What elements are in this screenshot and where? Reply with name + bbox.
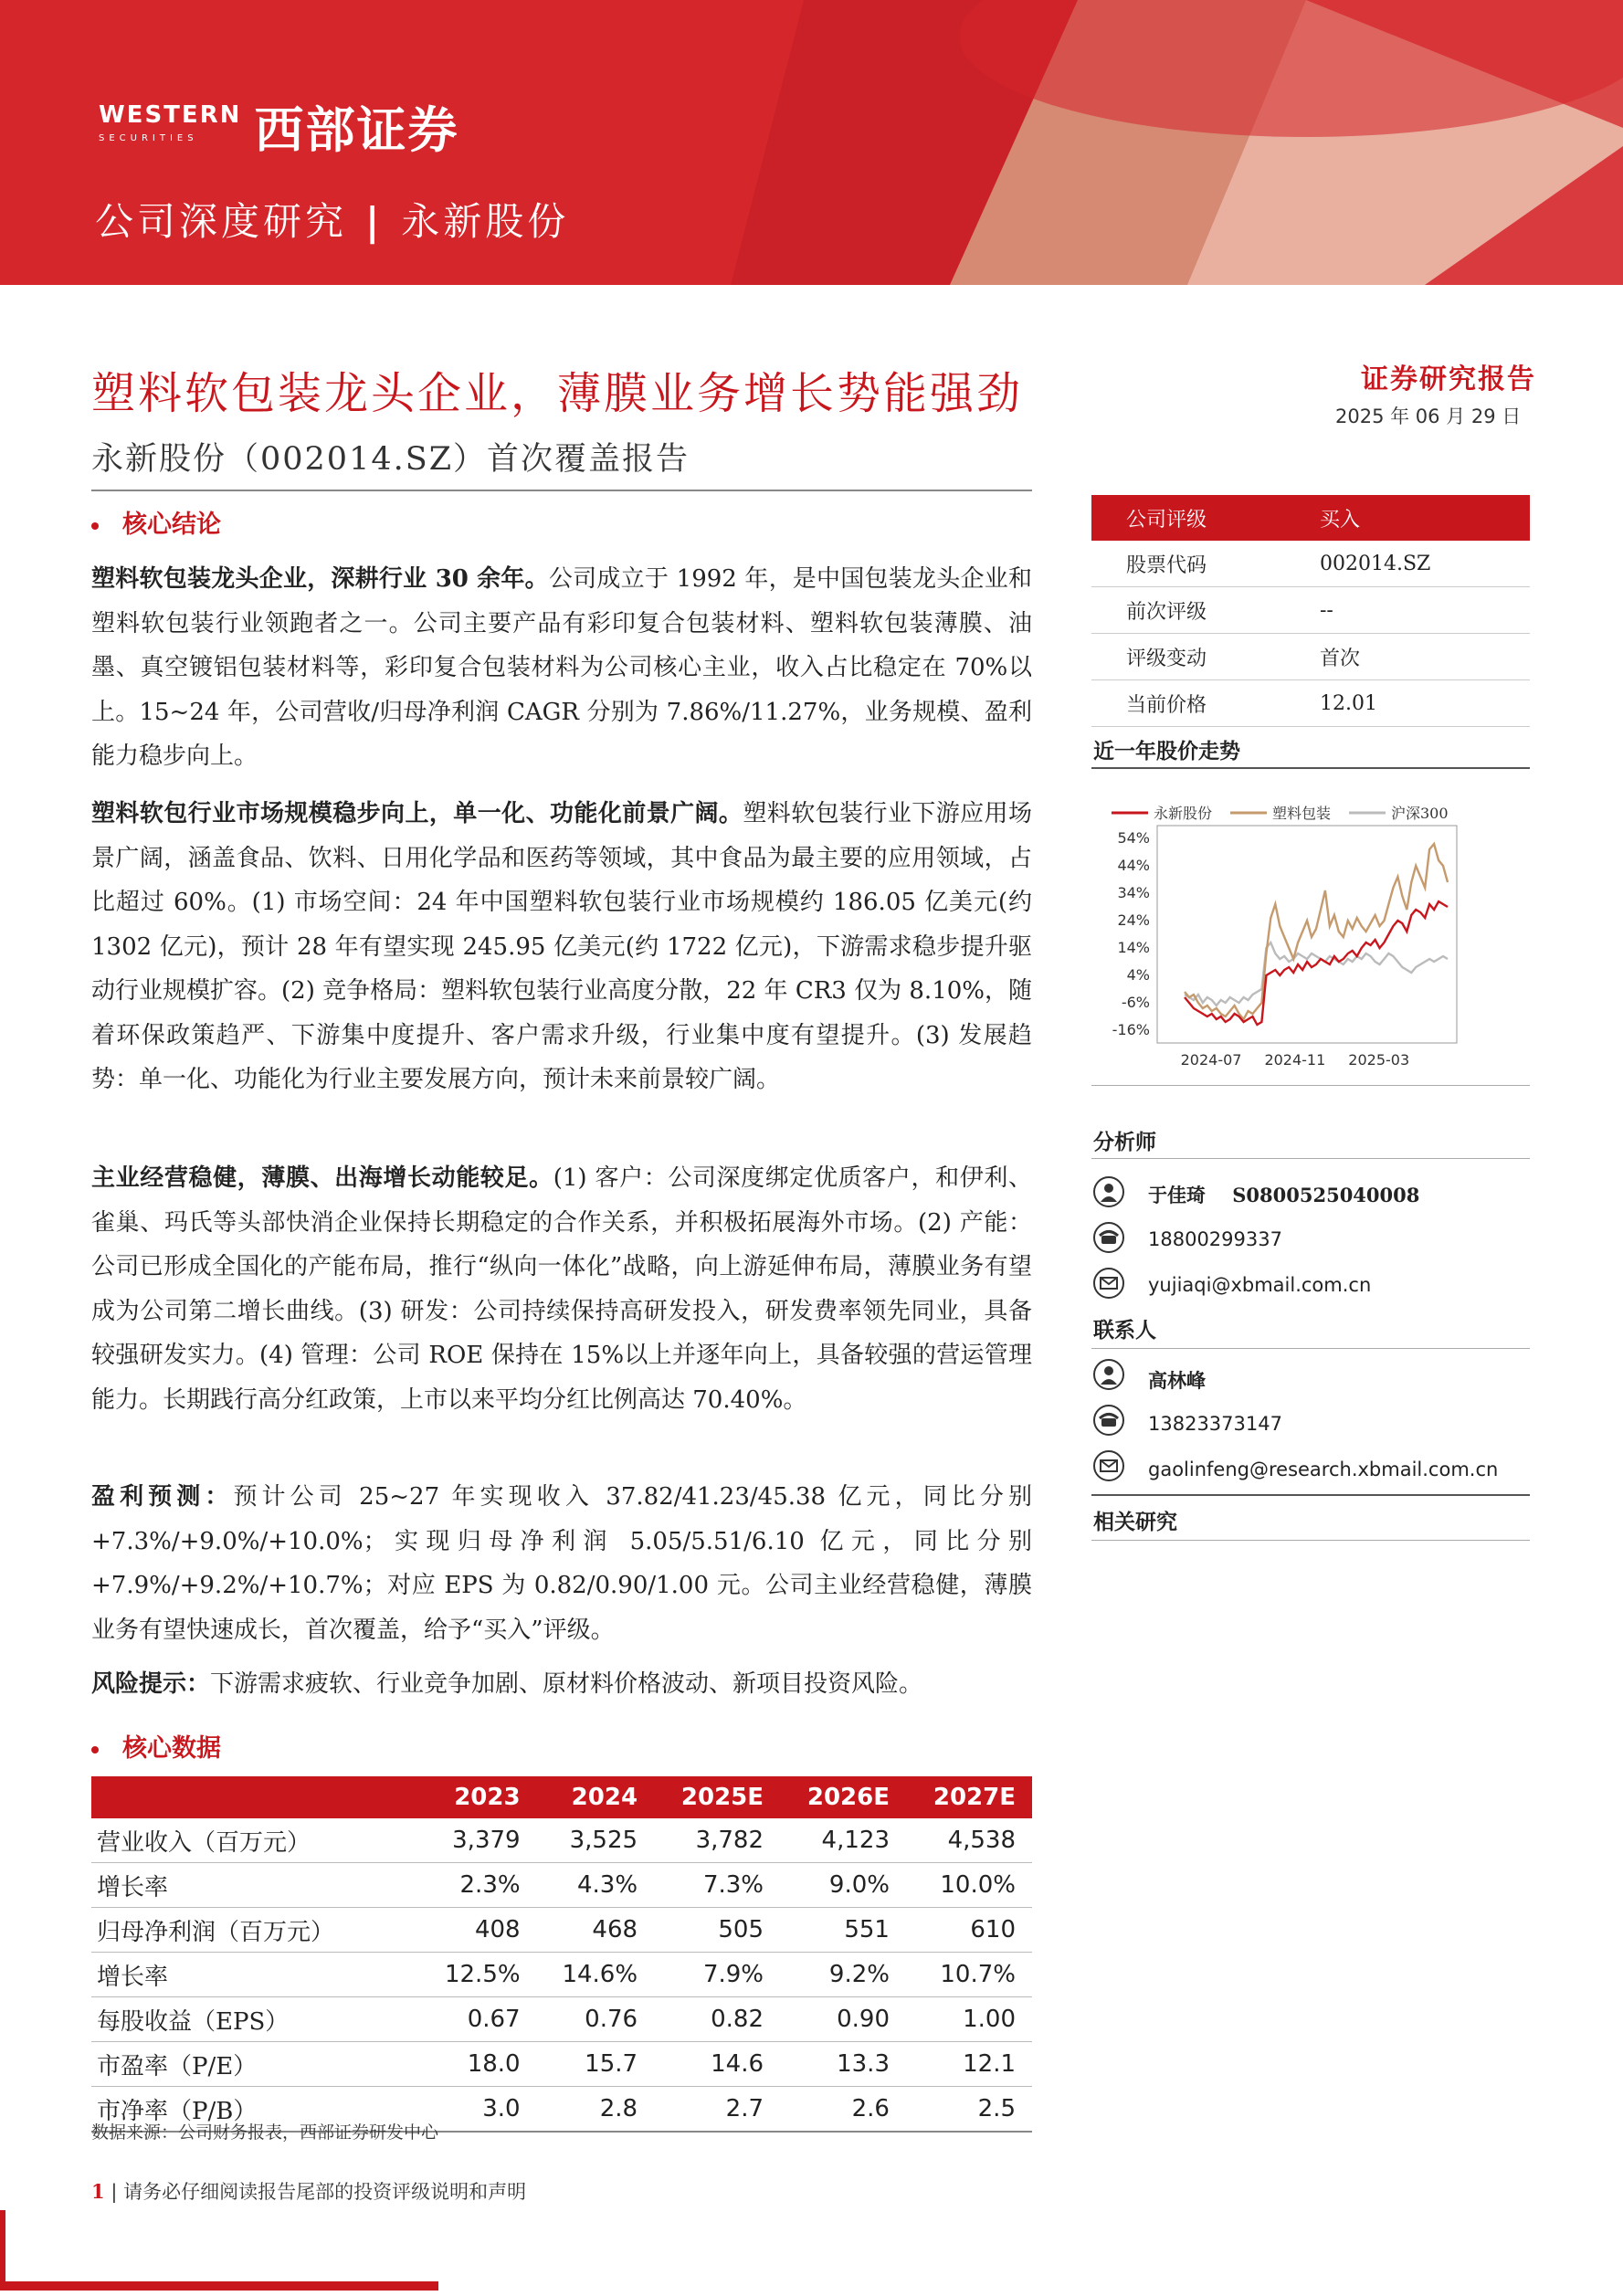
analysts-heading: 分析师: [1093, 1130, 1156, 1154]
table-cell: 4,538: [906, 1818, 1032, 1863]
table-cell: 10.7%: [906, 1953, 1032, 1997]
report-header: [0, 0, 1623, 285]
y-tick-label: -16%: [1112, 1021, 1150, 1038]
table-cell: 3.0: [419, 2087, 536, 2133]
table-cell: 505: [654, 1908, 780, 1953]
table-cell: 3,525: [537, 1818, 654, 1863]
table-cell: 7.9%: [654, 1953, 780, 1997]
email-icon: [1093, 1450, 1124, 1481]
footer-disclaimer: 请务必仔细阅读报告尾部的投资评级说明和声明: [123, 2181, 527, 2203]
header-title: [95, 192, 569, 247]
page-number: 1: [91, 2180, 105, 2203]
stock-chart-rule: [1091, 767, 1530, 769]
table-cell: 12.5%: [419, 1953, 536, 1997]
table-cell: 2.3%: [419, 1863, 536, 1908]
table-cell: 9.0%: [780, 1863, 906, 1908]
table-cell: 15.7: [537, 2042, 654, 2087]
logo-chinese: 西部证券: [254, 101, 459, 159]
row-label: 增长率: [91, 1863, 419, 1908]
bullet-icon: [91, 522, 99, 530]
header-separator: |: [365, 199, 384, 244]
rating-row: 评级变动 首次: [1091, 634, 1530, 680]
contacts-heading: 联系人: [1093, 1318, 1156, 1343]
y-tick-label: 14%: [1117, 939, 1150, 956]
footer-accent-vertical: [0, 2210, 5, 2291]
y-tick-label: 24%: [1117, 911, 1150, 929]
page-title: 塑料软包装龙头企业，薄膜业务增长势能强劲: [91, 368, 1024, 419]
contacts-rule: [1091, 1348, 1530, 1349]
x-tick-label: 2025-03: [1348, 1051, 1410, 1069]
paragraph-1: 塑料软包装龙头企业，深耕行业 30 余年。公司成立于 1992 年，是中国包装龙头企业和塑料软包装行业领跑者之一。公司主要产品有彩印复合包装材料、塑料软包装薄膜、油墨、真空镀铝包装材料等，彩印复合包装材料为公司核心主业，收入占比稳定在 70%以上。15~24 年，公司营收/归母净利润 CAGR 分别为 7.86%/11.27%，业务规模、盈利能力稳步向上。: [91, 565, 1032, 770]
table-cell: 14.6%: [537, 1953, 654, 1997]
table-row: [91, 1863, 1032, 1908]
paragraph-4: 盈利预测：预计公司 25~27 年实现收入 37.82/41.23/45.38 亿元，同比分别 +7.3%/+9.0%/+10.0%；实现归母净利润 5.05/5.51/6.10 亿元，同比分别 +7.9%/+9.2%/+10.7%；对应 EPS 为 0.82/0.90/1.00 元。公司主业经营稳健，薄膜业务有望快速成长，首次覆盖，给予“买入”评级。: [91, 1483, 1032, 1644]
row-label: 归母净利润（百万元）: [91, 1908, 419, 1953]
company-logo: [99, 91, 458, 162]
person-icon: [1093, 1359, 1124, 1390]
footer-accent-bar: [0, 2281, 438, 2291]
table-cell: 9.2%: [780, 1953, 906, 1997]
phone-icon: [1093, 1222, 1124, 1253]
header-company: 永新股份: [401, 199, 570, 244]
logo-english: WESTERN SECURITIES: [99, 100, 242, 143]
table-cell: 12.1: [906, 2042, 1032, 2087]
footer-separator: |: [111, 2181, 118, 2203]
rating-row: 公司评级 买入: [1091, 495, 1530, 541]
y-tick-label: 54%: [1117, 829, 1150, 847]
data-source: 数据来源：公司财务报表，西部证券研发中心: [91, 2122, 439, 2143]
table-cell: 2.6: [780, 2087, 906, 2133]
report-date: 2025 年 06 月 29 日: [1335, 405, 1522, 427]
table-cell: 2.5: [906, 2087, 1032, 2133]
person-icon: [1093, 1176, 1124, 1207]
analysts-rule: [1091, 1158, 1530, 1159]
table-cell: 7.3%: [654, 1863, 780, 1908]
series-line-0: [1185, 901, 1448, 1025]
table-cell: 14.6: [654, 2042, 780, 2087]
legend-label: 塑料包装: [1272, 805, 1332, 822]
analyst-cert: S0800525040008: [1232, 1184, 1420, 1206]
page-footer: [91, 2177, 526, 2205]
rating-table: [1091, 495, 1530, 727]
rating-row: 当前价格 12.01: [1091, 680, 1530, 727]
core-conclusion-heading: 核心结论: [91, 504, 221, 540]
table-cell: 2.7: [654, 2087, 780, 2133]
table-cell: 610: [906, 1908, 1032, 1953]
y-tick-label: 44%: [1117, 857, 1150, 874]
table-cell: 3,782: [654, 1818, 780, 1863]
x-tick-label: 2024-11: [1264, 1051, 1326, 1069]
paragraph-5: 风险提示：下游需求疲软、行业竞争加剧、原材料价格波动、新项目投资风险。: [91, 1670, 923, 1698]
rating-row: 前次评级 --: [1091, 587, 1530, 634]
analyst-name-line: [1148, 1181, 1419, 1208]
table-cell: 10.0%: [906, 1863, 1032, 1908]
y-tick-label: 34%: [1117, 884, 1150, 901]
table-row: [91, 2042, 1032, 2087]
table-row: [91, 1908, 1032, 1953]
table-cell: 551: [780, 1908, 906, 1953]
table-cell: 0.82: [654, 1997, 780, 2042]
analyst-name: 于佳琦: [1148, 1184, 1206, 1206]
analyst-phone: 18800299337: [1148, 1228, 1282, 1250]
contact-name: 高林峰: [1148, 1369, 1206, 1392]
row-label: 增长率: [91, 1953, 419, 1997]
table-cell: 468: [537, 1908, 654, 1953]
row-label: 每股收益（EPS）: [91, 1997, 419, 2042]
chart-plot-area: [1157, 826, 1457, 1043]
table-header-row: 2023 2024 2025E 2026E 2027E: [91, 1776, 1032, 1818]
table-cell: 0.90: [780, 1997, 906, 2042]
rating-row: 股票代码 002014.SZ: [1091, 541, 1530, 587]
series-line-1: [1185, 844, 1448, 1019]
stock-price-chart: [1091, 785, 1530, 1078]
y-tick-label: -6%: [1121, 994, 1150, 1011]
report-type: 证券研究报告: [1361, 363, 1536, 395]
table-cell: 4,123: [780, 1818, 906, 1863]
table-cell: 0.76: [537, 1997, 654, 2042]
x-tick-label: 2024-07: [1180, 1051, 1242, 1069]
contact-phone: 13823373147: [1148, 1413, 1282, 1435]
page-subtitle: 永新股份（002014.SZ）首次覆盖报告: [91, 441, 690, 478]
paragraph-2: 塑料软包行业市场规模稳步向上，单一化、功能化前景广阔。塑料软包装行业下游应用场景广阔，涵盖食品、饮料、日用化学品和医药等领域，其中食品为最主要的应用领域，占比超过 60%。(1) 市场空间：24 年中国塑料软包装行业市场规模约 186.05 亿美元(约 1302 亿元)，预计 28 年有望实现 245.95 亿美元(约 1722 亿元)，下游需求稳步提升驱动行业规模扩容。(2) 竞争格局：塑料软包装行业高度分散，22 年 CR3 仅为 8.10%，随着环保政策趋严、下游集中度提升、客户需求升级，行业集中度有望提升。(3) 发展趋势：单一化、功能化为行业主要发展方向，预计未来前景较广阔。: [91, 800, 1032, 1093]
legend-label: 永新股份: [1154, 805, 1213, 822]
table-cell: 18.0: [419, 2042, 536, 2087]
bullet-icon: [91, 1746, 99, 1754]
series-line-2: [1185, 943, 1448, 1006]
table-cell: 0.67: [419, 1997, 536, 2042]
row-label: 营业收入（百万元）: [91, 1818, 419, 1863]
row-label: 市盈率（P/E）: [91, 2042, 419, 2087]
email-icon: [1093, 1268, 1124, 1299]
table-cell: 13.3: [780, 2042, 906, 2087]
analyst-email[interactable]: yujiaqi@xbmail.com.cn: [1148, 1274, 1372, 1296]
chart-bottom-rule: [1091, 1085, 1530, 1086]
core-data-heading: 核心数据: [91, 1728, 221, 1764]
y-tick-label: 4%: [1126, 966, 1150, 984]
related-rule: [1091, 1540, 1530, 1541]
contacts-bottom-rule: [1091, 1494, 1530, 1496]
table-row: [91, 1818, 1032, 1863]
contact-email[interactable]: gaolinfeng@research.xbmail.com.cn: [1148, 1459, 1499, 1480]
phone-icon: [1093, 1405, 1124, 1436]
table-cell: 2.8: [537, 2087, 654, 2133]
table-cell: 1.00: [906, 1997, 1032, 2042]
stock-chart-title: 近一年股价走势: [1093, 739, 1240, 764]
table-cell: 408: [419, 1908, 536, 1953]
report-category: 公司深度研究: [95, 199, 348, 244]
legend-label: 沪深300: [1391, 805, 1449, 822]
table-row: [91, 1997, 1032, 2042]
related-research-heading: 相关研究: [1093, 1510, 1177, 1534]
table-cell: 4.3%: [537, 1863, 654, 1908]
table-row: [91, 1953, 1032, 1997]
core-data-table: [91, 1776, 1032, 2133]
paragraph-3: 主业经营稳健，薄膜、出海增长动能较足。(1) 客户：公司深度绑定优质客户，和伊利、雀巢、玛氏等头部快消企业保持长期稳定的合作关系，并积极拓展海外市场。(2) 产能：公司已形成全国化的产能布局，推行“纵向一体化”战略，向上游延伸布局，薄膜业务有望成为公司第二增长曲线。(3) 研发：公司持续保持高研发投入，研发费率领先同业，具备较强研发实力。(4) 管理：公司 ROE 保持在 15%以上并逐年向上，具备较强的营运管理能力。长期践行高分红政策，上市以来平均分红比例高达 70.40%。: [91, 1164, 1032, 1414]
title-divider: [91, 490, 1032, 491]
table-cell: 3,379: [419, 1818, 536, 1863]
row-label: 市净率（P/B）: [91, 2087, 419, 2133]
